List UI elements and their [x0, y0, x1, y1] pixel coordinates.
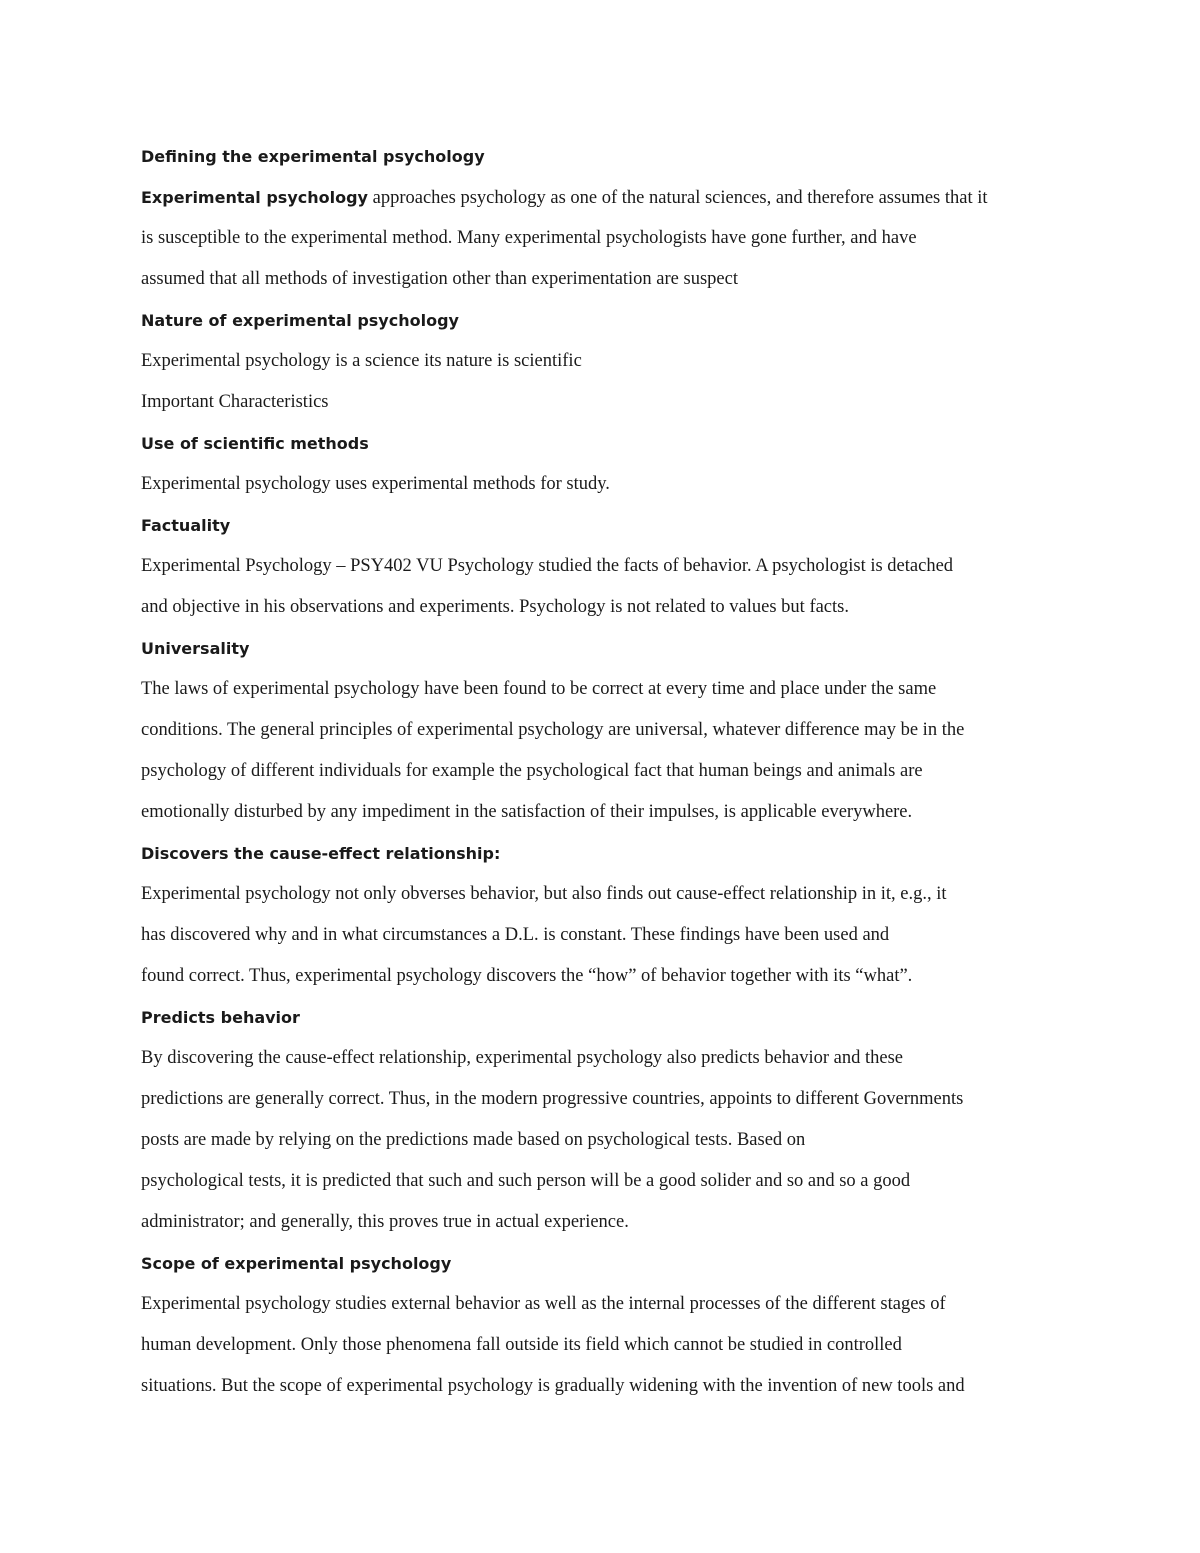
- paragraph-line: Experimental psychology uses experimental methods for study.: [141, 474, 610, 494]
- paragraph-line: psychological tests, it is predicted that such and such person will be a good solider and so and so a good: [141, 1171, 911, 1191]
- paragraph-line: is susceptible to the experimental method. Many experimental psychologists have gone further, and have: [141, 228, 917, 248]
- section-heading: Discovers the cause-effect relationship:: [141, 844, 501, 863]
- section-heading: Defining the experimental psychology: [141, 147, 485, 166]
- paragraph-line: Experimental Psychology – PSY402 VU Psychology studied the facts of behavior. A psychologist is detached: [141, 556, 954, 576]
- paragraph-line: found correct. Thus, experimental psychology discovers the “how” of behavior together with its “what”.: [141, 966, 913, 986]
- paragraph-line: administrator; and generally, this proves true in actual experience.: [141, 1212, 629, 1232]
- paragraph-line: assumed that all methods of investigation other than experimentation are suspect: [141, 269, 738, 289]
- document-body: [141, 136, 1041, 1407]
- paragraph-line: has discovered why and in what circumstances a D.L. is constant. These findings have been used and: [141, 925, 890, 945]
- paragraph-line: and objective in his observations and experiments. Psychology is not related to values but facts.: [141, 597, 849, 617]
- paragraph-line: situations. But the scope of experimental psychology is gradually widening with the invention of new tools and: [141, 1376, 965, 1396]
- section-heading: Universality: [141, 639, 250, 658]
- paragraph-line: predictions are generally correct. Thus, in the modern progressive countries, appoints to different Governments: [141, 1089, 964, 1109]
- paragraph-line: Experimental psychology is a science its nature is scientific: [141, 351, 582, 371]
- paragraph-line: conditions. The general principles of experimental psychology are universal, whatever difference may be in the: [141, 720, 965, 740]
- paragraph-line: Important Characteristics: [141, 392, 329, 412]
- section-heading: Nature of experimental psychology: [141, 311, 459, 330]
- paragraph-line: Experimental psychology studies external behavior as well as the internal processes of the different stages of: [141, 1294, 946, 1314]
- paragraph-line: psychology of different individuals for example the psychological fact that human beings and animals are: [141, 761, 923, 781]
- section-heading: Factuality: [141, 516, 231, 535]
- lead-term: Experimental psychology: [141, 188, 368, 207]
- paragraph-line: The laws of experimental psychology have been found to be correct at every time and place under the same: [141, 679, 937, 699]
- paragraph-line: By discovering the cause-effect relationship, experimental psychology also predicts behavior and these: [141, 1048, 904, 1068]
- section-heading: Use of scientific methods: [141, 434, 369, 453]
- paragraph-line: emotionally disturbed by any impediment in the satisfaction of their impulses, is applicable everywhere.: [141, 802, 913, 822]
- paragraph-line: Experimental psychology approaches psychology as one of the natural sciences, and therefore assumes that it: [141, 188, 988, 208]
- section-heading: Predicts behavior: [141, 1008, 300, 1027]
- paragraph-line: Experimental psychology not only obverses behavior, but also finds out cause-effect relationship in it, e.g., it: [141, 884, 947, 904]
- paragraph-line: posts are made by relying on the predictions made based on psychological tests. Based on: [141, 1130, 806, 1150]
- paragraph-line: human development. Only those phenomena fall outside its field which cannot be studied in controlled: [141, 1335, 902, 1355]
- section-heading: Scope of experimental psychology: [141, 1254, 452, 1273]
